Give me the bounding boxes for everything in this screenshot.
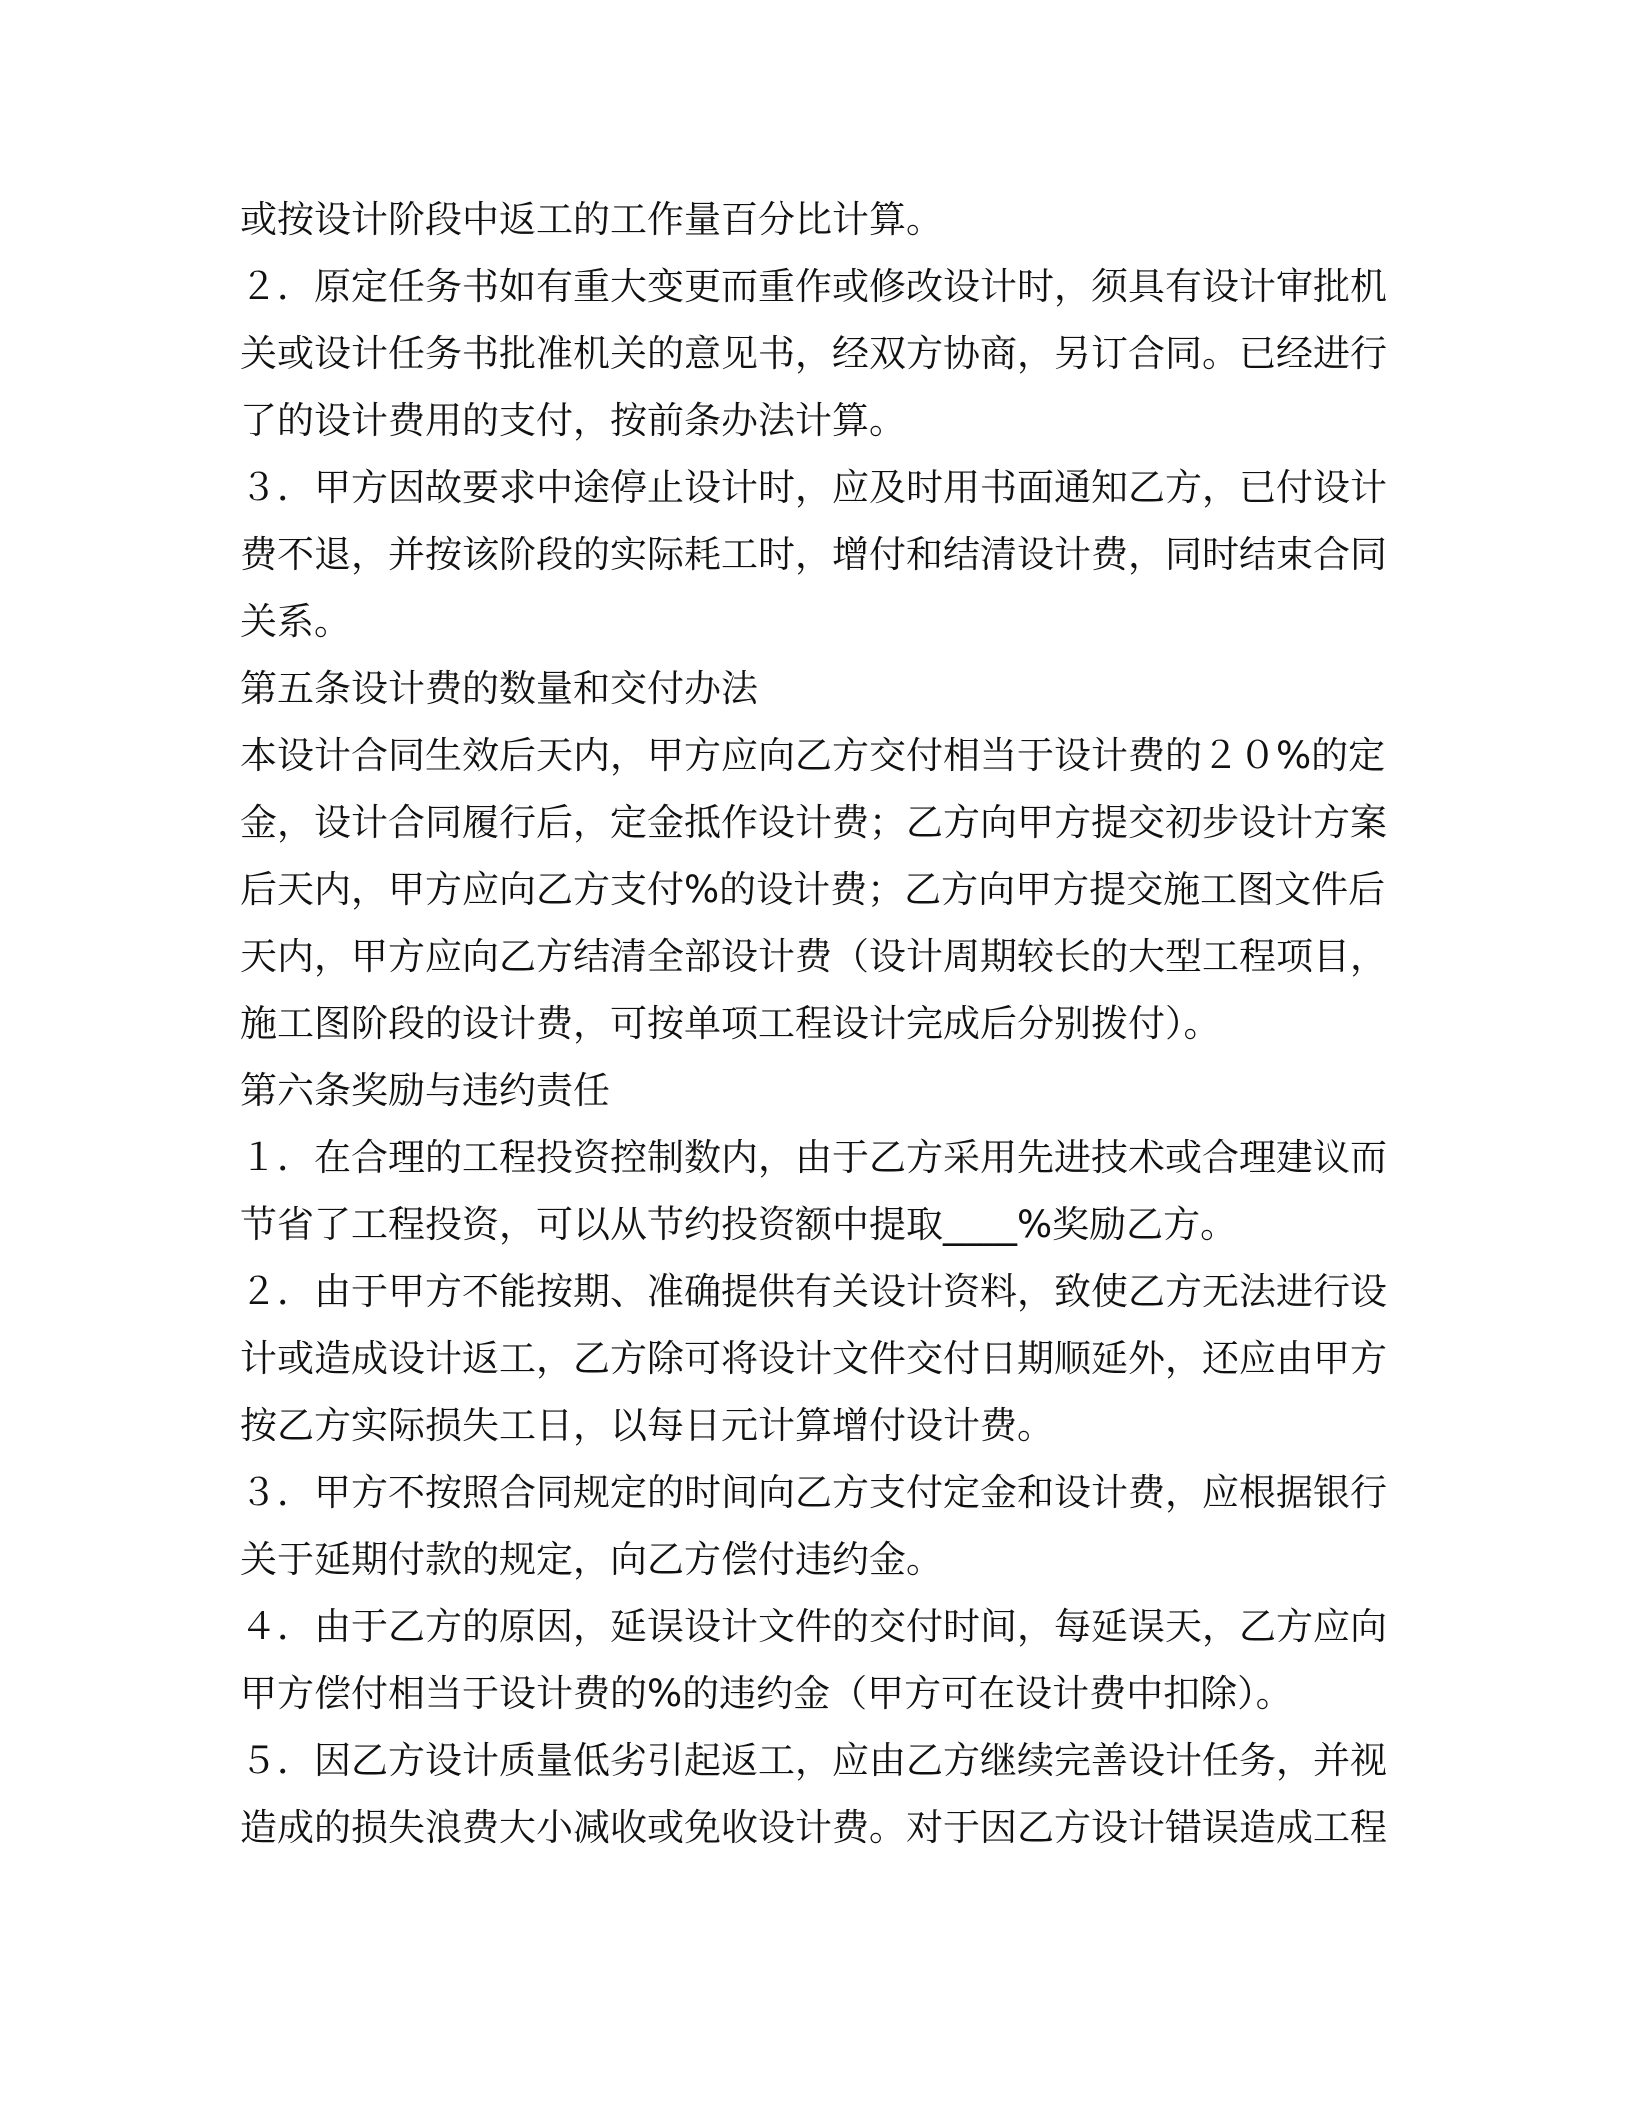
text-line: 甲方偿付相当于设计费的%的违约金（甲方可在设计费中扣除）。 [240, 1672, 1293, 1715]
section-heading: 第五条设计费的数量和交付办法 [240, 667, 758, 710]
text-line: 计或造成设计返工，乙方除可将设计文件交付日期顺延外，还应由甲方 [240, 1337, 1387, 1380]
text-line: 造成的损失浪费大小减收或免收设计费。对于因乙方设计错误造成工程 [240, 1806, 1387, 1849]
text-line: 天内，甲方应向乙方结清全部设计费（设计周期较长的大型工程项目， [240, 935, 1387, 978]
text-line: 金，设计合同履行后，定金抵作设计费；乙方向甲方提交初步设计方案 [240, 801, 1387, 844]
text-line: 费不退，并按该阶段的实际耗工时，增付和结清设计费，同时结束合同 [240, 533, 1387, 576]
text-line: 施工图阶段的设计费，可按单项工程设计完成后分别拨付）。 [240, 1002, 1221, 1045]
text-line: 或按设计阶段中返工的工作量百分比计算。 [240, 198, 943, 241]
text-line: ４．由于乙方的原因，延误设计文件的交付时间，每延误天，乙方应向 [240, 1605, 1387, 1648]
text-line: ２．原定任务书如有重大变更而重作或修改设计时，须具有设计审批机 [240, 265, 1387, 308]
text-line: 节省了工程投资，可以从节约投资额中提取____%奖励乙方。 [240, 1203, 1238, 1246]
text-line: 关于延期付款的规定，向乙方偿付违约金。 [240, 1538, 943, 1581]
text-line: 了的设计费用的支付，按前条办法计算。 [240, 399, 906, 442]
text-line: 按乙方实际损失工日，以每日元计算增付设计费。 [240, 1404, 1054, 1447]
text-line: ２．由于甲方不能按期、准确提供有关设计资料，致使乙方无法进行设 [240, 1270, 1387, 1313]
text-line: ３．甲方不按照合同规定的时间向乙方支付定金和设计费，应根据银行 [240, 1471, 1387, 1514]
text-line: ３．甲方因故要求中途停止设计时，应及时用书面通知乙方，已付设计 [240, 466, 1387, 509]
document-body [240, 186, 1390, 1861]
text-line: 本设计合同生效后天内，甲方应向乙方交付相当于设计费的２０%的定 [240, 734, 1386, 777]
text-line: ５．因乙方设计质量低劣引起返工，应由乙方继续完善设计任务，并视 [240, 1739, 1387, 1782]
text-line: 后天内，甲方应向乙方支付%的设计费；乙方向甲方提交施工图文件后 [240, 868, 1386, 911]
text-line: 关或设计任务书批准机关的意见书，经双方协商，另订合同。已经进行 [240, 332, 1387, 375]
section-heading: 第六条奖励与违约责任 [240, 1069, 610, 1112]
text-line: 关系。 [240, 600, 351, 643]
text-line: １．在合理的工程投资控制数内，由于乙方采用先进技术或合理建议而 [240, 1136, 1387, 1179]
